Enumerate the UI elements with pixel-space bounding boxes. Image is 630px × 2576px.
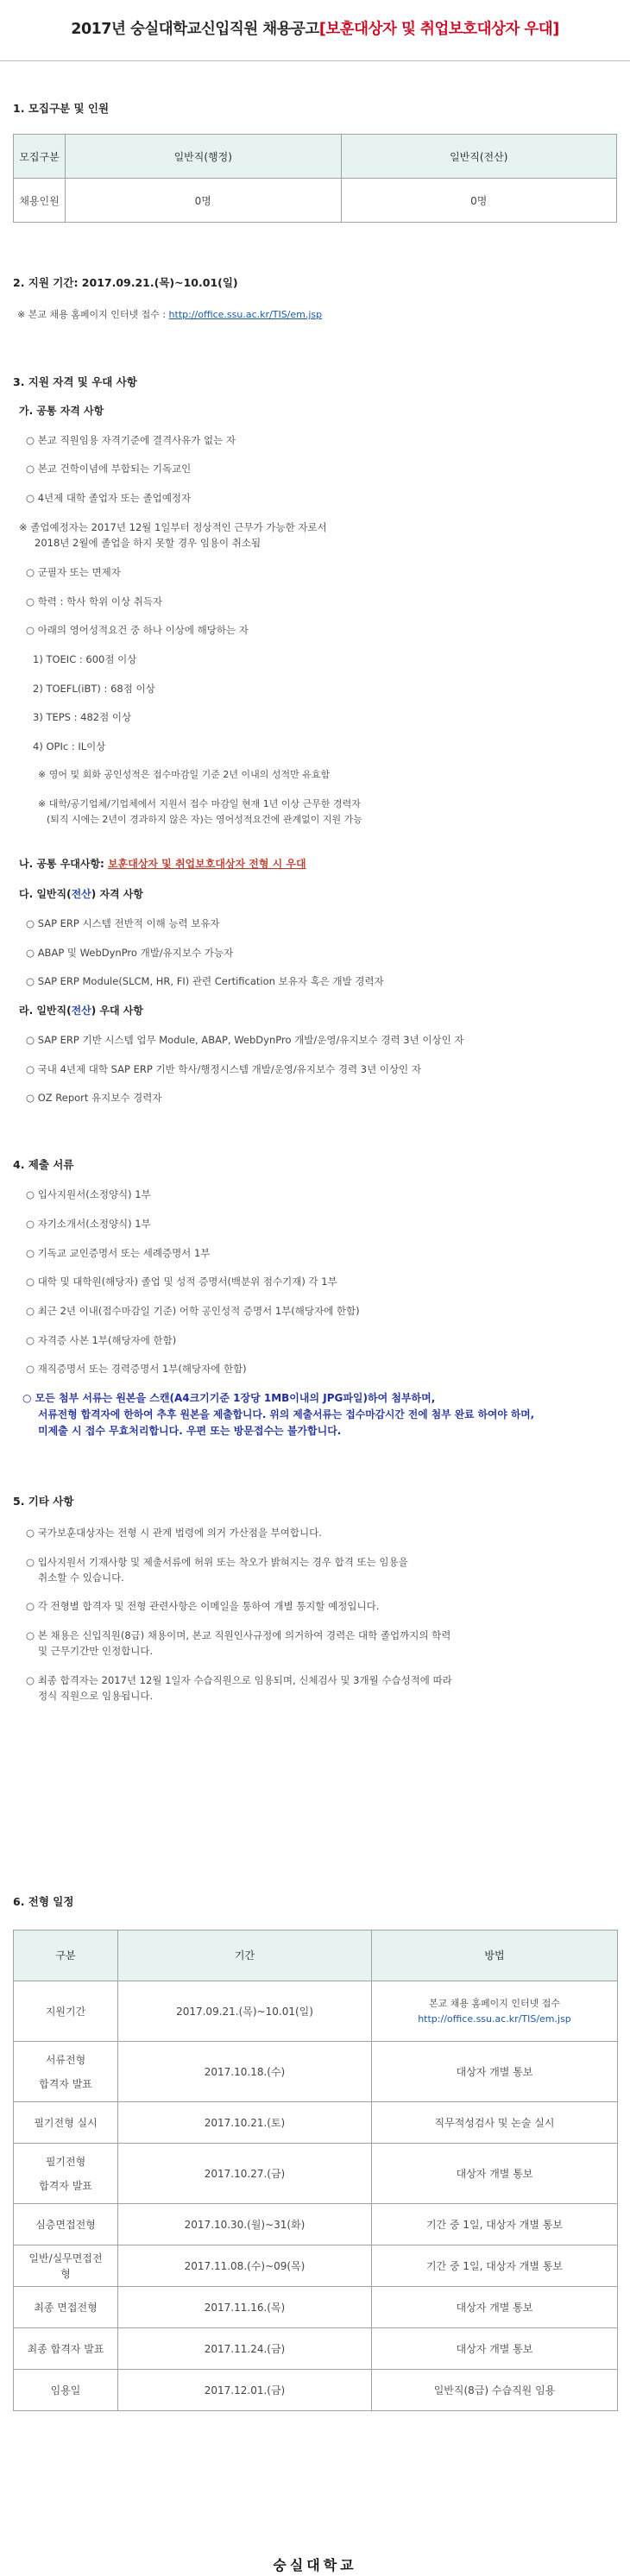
schedule-label-line: 합격자 발표 bbox=[39, 2179, 92, 2192]
schedule-period: 2017.11.24.(금) bbox=[118, 2328, 372, 2370]
list-item: ○ 4년제 대학 졸업자 또는 졸업예정자 bbox=[26, 492, 192, 504]
header-category: 모집구분 bbox=[14, 135, 66, 179]
schedule-period: 2017.11.16.(목) bbox=[118, 2287, 372, 2328]
schedule-label: 심층면접전형 bbox=[14, 2204, 118, 2245]
schedule-header-period: 기간 bbox=[118, 1930, 372, 1981]
schedule-label-line: 서류전형 bbox=[45, 2053, 86, 2066]
list-item: ○ 각 전형별 합격자 및 전형 관련사항은 이메일을 통하여 개별 통지할 예정입니다. bbox=[26, 1600, 380, 1612]
list-item: ○ OZ Report 유지보수 경력자 bbox=[26, 1092, 162, 1104]
table-row bbox=[14, 2204, 618, 2245]
schedule-period: 2017.12.01.(금) bbox=[118, 2370, 372, 2411]
schedule-label-line: 필기전형 bbox=[45, 2155, 86, 2168]
schedule-label-line: 합격자 발표 bbox=[39, 2077, 92, 2090]
list-item: ○ SAP ERP 기반 시스템 업무 Module, ABAP, WebDynPro 개발/운영/유지보수 경력 3년 이상인 자 bbox=[26, 1034, 464, 1046]
table-row bbox=[14, 2042, 618, 2102]
subsection-c-suffix: ) 자격 사항 bbox=[91, 888, 143, 900]
list-item: ○ SAP ERP Module(SLCM, HR, FI) 관련 Certification 보유자 혹은 개발 경력자 bbox=[26, 975, 384, 987]
list-item: 1) TOEIC : 600점 이상 bbox=[33, 653, 137, 665]
schedule-label bbox=[14, 2144, 118, 2204]
list-item: ○ 아래의 영어성적요건 중 하나 이상에 해당하는 자 bbox=[26, 624, 249, 636]
header-it: 일반직(전산) bbox=[341, 135, 617, 179]
list-item: 취소할 수 있습니다. bbox=[38, 1571, 124, 1584]
schedule-label-line: 일반/실무면접전 bbox=[28, 2252, 103, 2264]
list-item: ○ 최종 합격자는 2017년 12월 1일자 수습직원으로 임용되며, 신체검사 및 3개월 수습성적에 따라 bbox=[26, 1674, 452, 1686]
list-item: ○ 입사지원서(소정양식) 1부 bbox=[26, 1188, 151, 1200]
schedule-method-text: 본교 채용 홈페이지 인터넷 접수 bbox=[428, 1997, 561, 2009]
list-item: ○ 기독교 교인증명서 또는 세례증명서 1부 bbox=[26, 1247, 211, 1259]
table-row bbox=[14, 2287, 618, 2328]
list-item: ○ ABAP 및 WebDynPro 개발/유지보수 가능자 bbox=[26, 947, 234, 959]
table-row bbox=[14, 2328, 618, 2370]
schedule-header-category: 구분 bbox=[14, 1930, 118, 1981]
list-item: 및 근무기간만 인정합니다. bbox=[38, 1645, 154, 1657]
list-item: ○ 학력 : 학사 학위 이상 취득자 bbox=[26, 595, 163, 608]
submission-notice: 서류전형 합격자에 한하여 추후 원본을 제출합니다. 위의 제출서류는 접수마감시간 전에 첨부 완료 하여야 하며, bbox=[38, 1408, 535, 1420]
table-row bbox=[14, 2370, 618, 2411]
schedule-label bbox=[14, 2245, 118, 2287]
submission-notice: ○ 모든 첨부 서류는 원본을 스캔(A4크기기준 1장당 1MB이내의 JPG파일)하여 첨부하며, bbox=[22, 1392, 436, 1404]
subsection-a-title: 가. 공통 자격 사항 bbox=[19, 405, 104, 417]
list-item: ○ 재직증명서 또는 경력증명서 1부(해당자에 한함) bbox=[26, 1363, 247, 1375]
schedule-method: 기간 중 1일, 대상자 개별 통보 bbox=[372, 2245, 618, 2287]
application-note bbox=[17, 308, 322, 322]
list-item: ○ 자기소개서(소정양식) 1부 bbox=[26, 1218, 151, 1230]
subsection-b-title bbox=[19, 857, 306, 871]
list-item: 4) OPIc : IL이상 bbox=[33, 740, 106, 753]
list-item: ○ 본교 건학이념에 부합되는 기독교인 bbox=[26, 463, 192, 475]
subsection-d-it: 전산 bbox=[71, 1005, 91, 1017]
list-item: 정식 직원으로 임용됩니다. bbox=[38, 1690, 154, 1702]
schedule-period: 2017.09.21.(목)~10.01(일) bbox=[118, 1981, 372, 2042]
list-item: ○ 본 채용은 신입직원(8급) 채용이며, 본교 직원인사규정에 의거하여 경력은 대학 졸업까지의 학력 bbox=[26, 1629, 451, 1641]
schedule-period: 2017.10.18.(수) bbox=[118, 2042, 372, 2102]
schedule-method: 대상자 개별 통보 bbox=[372, 2144, 618, 2204]
notice-title bbox=[0, 17, 630, 39]
list-item: ※ 대학/공기업체/기업체에서 지원서 접수 마감일 현재 1년 이상 근무한 경력자 bbox=[38, 798, 361, 809]
table-row bbox=[14, 1981, 618, 2042]
subsection-c-title bbox=[19, 887, 143, 901]
list-item: ○ 입사지원서 기재사항 및 제출서류에 허위 또는 착오가 밝혀지는 경우 합격 또는 임용을 bbox=[26, 1556, 408, 1568]
schedule-method-link[interactable]: http://office.ssu.ac.kr/TIS/em.jsp bbox=[418, 2012, 571, 2025]
list-item: ○ 자격증 사본 1부(해당자에 한함) bbox=[26, 1334, 177, 1346]
list-item: ○ 최근 2년 이내(접수마감일 기준) 어학 공인성적 증명서 1부(해당자에 한함) bbox=[26, 1305, 360, 1317]
table-row bbox=[14, 2245, 618, 2287]
schedule-label: 최종 면접전형 bbox=[14, 2287, 118, 2328]
list-item: ※ 졸업예정자는 2017년 12월 1일부터 정상적인 근무가 가능한 자로서 bbox=[19, 521, 327, 533]
section-1-heading: 1. 모집구분 및 인원 bbox=[13, 102, 110, 115]
section-6-heading: 6. 전형 일정 bbox=[13, 1895, 74, 1908]
schedule-method: 직무적성검사 및 논술 실시 bbox=[372, 2102, 618, 2144]
schedule-period: 2017.11.08.(수)~09(목) bbox=[118, 2245, 372, 2287]
headcount-it: 0명 bbox=[341, 179, 617, 223]
schedule-method: 대상자 개별 통보 bbox=[372, 2287, 618, 2328]
subsection-d-prefix: 라. 일반직( bbox=[19, 1005, 72, 1017]
subsection-d-suffix: ) 우대 사항 bbox=[91, 1005, 143, 1017]
list-item: ○ SAP ERP 시스템 전반적 이해 능력 보유자 bbox=[26, 917, 220, 929]
schedule-method: 대상자 개별 통보 bbox=[372, 2042, 618, 2102]
row-label-headcount: 채용인원 bbox=[14, 179, 66, 223]
section-5-heading: 5. 기타 사항 bbox=[13, 1495, 74, 1508]
table-row bbox=[14, 2102, 618, 2144]
schedule-table bbox=[13, 1930, 618, 2411]
section-4-heading: 4. 제출 서류 bbox=[13, 1158, 74, 1171]
list-item: (퇴직 시에는 2년이 경과하지 않은 자)는 영어성적요건에 관계없이 지원 가능 bbox=[47, 814, 362, 825]
table-row bbox=[14, 2144, 618, 2204]
schedule-header-method: 방법 bbox=[372, 1930, 618, 1981]
schedule-method: 대상자 개별 통보 bbox=[372, 2328, 618, 2370]
list-item: ○ 본교 직원임용 자격기준에 결격사유가 없는 자 bbox=[26, 434, 236, 446]
schedule-period: 2017.10.27.(금) bbox=[118, 2144, 372, 2204]
title-divider bbox=[0, 60, 630, 61]
schedule-method: 기간 중 1일, 대상자 개별 통보 bbox=[372, 2204, 618, 2245]
schedule-period: 2017.10.21.(토) bbox=[118, 2102, 372, 2144]
subsection-d-title bbox=[19, 1004, 143, 1017]
subsection-b-label: 나. 공통 우대사항: bbox=[19, 858, 109, 870]
schedule-label: 최종 합격자 발표 bbox=[14, 2328, 118, 2370]
list-item: ○ 국내 4년제 대학 SAP ERP 기반 학사/행정시스템 개발/운영/유지보수 경력 3년 이상인 자 bbox=[26, 1063, 421, 1075]
schedule-label-line: 형 bbox=[60, 2267, 71, 2280]
schedule-label bbox=[14, 2042, 118, 2102]
subsection-c-prefix: 다. 일반직( bbox=[19, 888, 72, 900]
subsection-b-highlight: 보훈대상자 및 취업보호대상자 전형 시 우대 bbox=[108, 858, 306, 870]
submission-notice: 미제출 시 접수 무효처리합니다. 우편 또는 방문접수는 불가합니다. bbox=[38, 1425, 342, 1437]
subsection-c-it: 전산 bbox=[71, 888, 91, 900]
list-item: ※ 영어 및 회화 공인성적은 접수마감일 기준 2년 이내의 성적만 유효함 bbox=[38, 769, 331, 780]
schedule-label: 필기전형 실시 bbox=[14, 2102, 118, 2144]
schedule-label: 임용일 bbox=[14, 2370, 118, 2411]
application-link[interactable]: http://office.ssu.ac.kr/TIS/em.jsp bbox=[168, 309, 323, 320]
application-note-text: ※ 본교 채용 홈페이지 인터넷 접수 : bbox=[17, 309, 169, 320]
list-item: 3) TEPS : 482점 이상 bbox=[33, 711, 132, 723]
university-name: 숭실대학교 bbox=[273, 2557, 357, 2573]
schedule-method: 일반직(8급) 수습직원 임용 bbox=[372, 2370, 618, 2411]
section-2-heading: 2. 지원 기간: 2017.09.21.(목)~10.01(일) bbox=[13, 276, 238, 289]
schedule-label: 지원기간 bbox=[14, 1981, 118, 2042]
list-item: ○ 국가보훈대상자는 전형 시 관계 법령에 의거 가산점을 부여합니다. bbox=[26, 1527, 322, 1539]
recruitment-table bbox=[13, 134, 617, 223]
title-highlight: [보훈대상자 및 취업보호대상자 우대] bbox=[318, 21, 559, 38]
list-item: 2) TOEFL(iBT) : 68점 이상 bbox=[33, 683, 155, 695]
list-item: 2018년 2월에 졸업을 하지 못할 경우 임용이 취소됨 bbox=[35, 537, 261, 549]
header-admin: 일반직(행정) bbox=[66, 135, 342, 179]
schedule-method bbox=[372, 1981, 618, 2042]
section-3-heading: 3. 지원 자격 및 우대 사항 bbox=[13, 375, 137, 388]
title-main: 2017년 숭실대학교신입직원 채용공고 bbox=[71, 21, 319, 38]
schedule-period: 2017.10.30.(월)~31(화) bbox=[118, 2204, 372, 2245]
list-item: ○ 군필자 또는 면제자 bbox=[26, 566, 121, 578]
list-item: ○ 대학 및 대학원(해당자) 졸업 및 성적 증명서(백분위 점수기재) 각 1부 bbox=[26, 1275, 337, 1288]
headcount-admin: 0명 bbox=[66, 179, 342, 223]
